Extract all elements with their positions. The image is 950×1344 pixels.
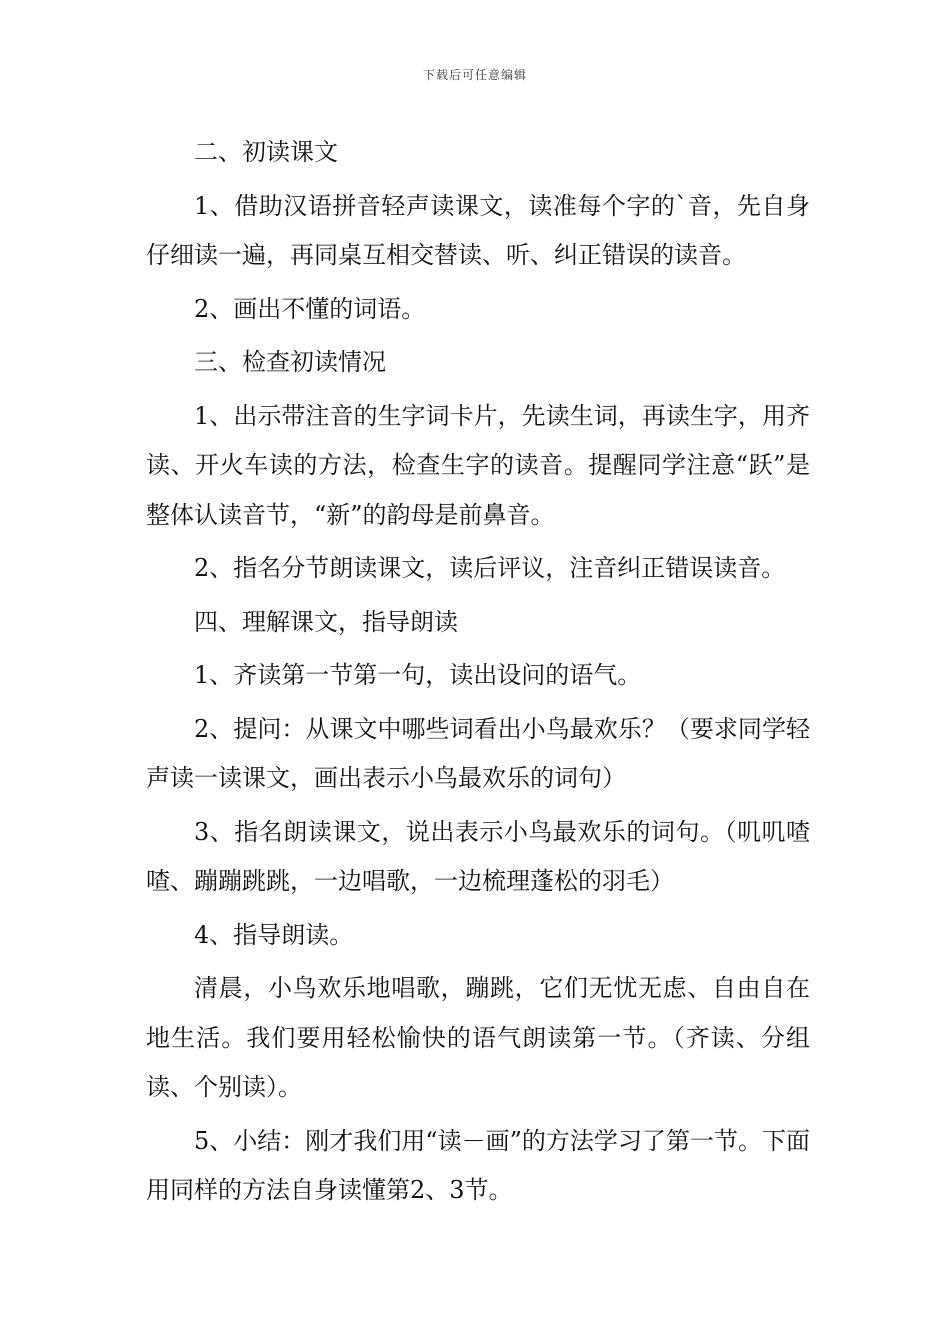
paragraph-section-reading: 2、指名分节朗读课文，读后评议，注音纠正错误读音。 [194, 554, 786, 582]
paragraph-pinyin-reading: 1、借助汉语拼音轻声读课文，读准每个字的`音，先自身仔细读一遍，再同桌互相交替读、听、纠正错误的读音。 [146, 191, 810, 269]
paragraph-morning-birds: 清晨，小鸟欢乐地唱歌，蹦跳，它们无忧无虑、自由自在地生活。我们要用轻松愉快的语气朗读第一节。（齐读、分组读、个别读）。 [146, 974, 810, 1101]
paragraph-guide-reading: 4、指导朗读。 [194, 920, 354, 949]
paragraph-question: 2、提问：从课文中哪些词看出小鸟最欢乐？（要求同学轻声读一读课文，画出表示小鸟最欢乐的词句） [146, 714, 810, 792]
paragraph-mark-words: 2、画出不懂的词语。 [194, 294, 426, 323]
heading-understand-text: 四、理解课文，指导朗读 [194, 607, 458, 636]
page-header: 下载后可任意编辑 [422, 68, 527, 82]
heading-first-reading: 二、初读课文 [194, 138, 338, 166]
paragraph-summary: 5、小结：刚才我们用“读－画”的方法学习了第一节。下面用同样的方法自身读懂第2、3节。 [146, 1126, 810, 1204]
paragraph-read-first-section: 1、齐读第一节第一句，读出设问的语气。 [194, 661, 642, 689]
heading-check-reading: 三、检查初读情况 [194, 348, 386, 376]
paragraph-name-reading: 3、指名朗读课文，说出表示小鸟最欢乐的词句。（叽叽喳喳、蹦蹦跳跳，一边唱歌，一边梳理蓬松的羽毛） [146, 817, 810, 895]
document-body [146, 128, 810, 1220]
paragraph-word-cards: 1、出示带注音的生字词卡片，先读生词，再读生字，用齐读、开火车读的方法，检查生字的读音。提醒同学注意“跃”是整体认读音节，“新”的韵母是前鼻音。 [146, 401, 810, 529]
